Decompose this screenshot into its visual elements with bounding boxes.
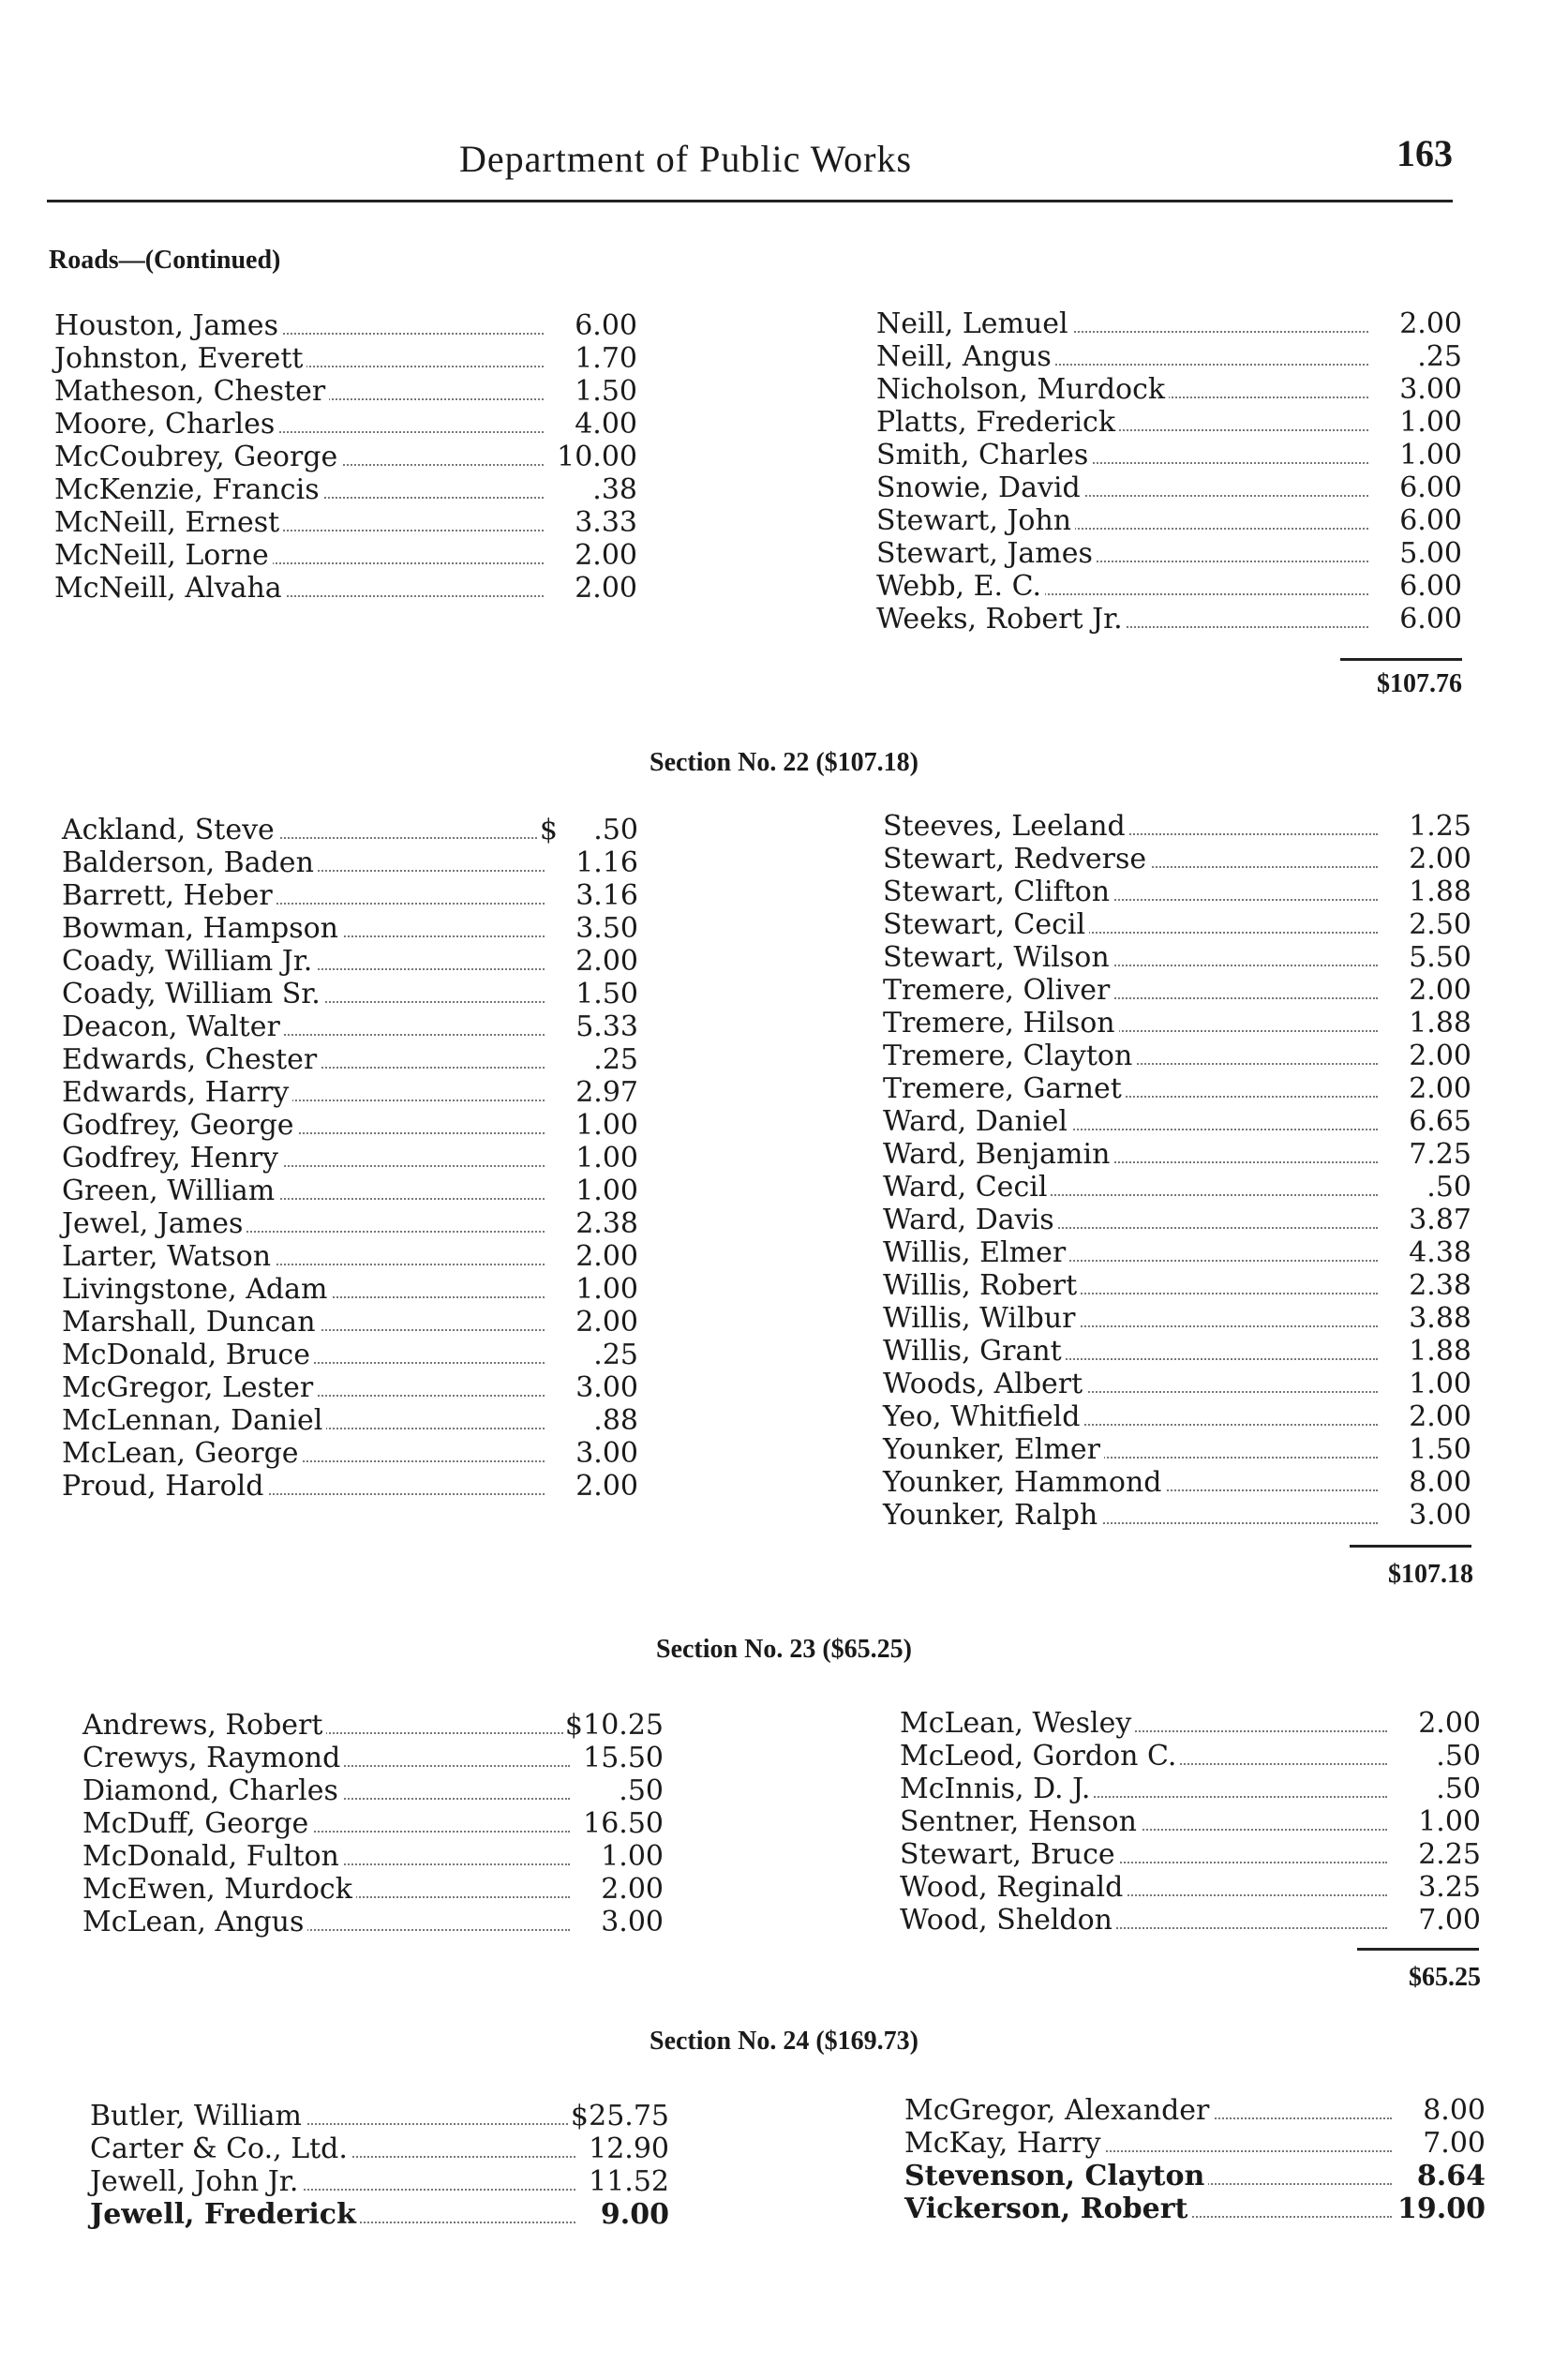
- payment-amount: 2.00: [575, 572, 637, 605]
- payment-amount: 2.00: [575, 1470, 638, 1503]
- payee-name: Deacon, Walter: [62, 1010, 284, 1043]
- payment-amount: 2.00: [1409, 1072, 1471, 1105]
- section-23-total-rule: [1357, 1948, 1479, 1951]
- payment-amount: 2.00: [575, 945, 638, 978]
- payee-name: Stewart, Bruce: [900, 1838, 1119, 1871]
- payee-name: Coady, William Jr.: [62, 945, 316, 978]
- list-item: [900, 1871, 1481, 1904]
- payee-name: McLeod, Gordon C.: [900, 1740, 1180, 1773]
- list-item: [883, 875, 1471, 908]
- list-item: [62, 1175, 638, 1207]
- payee-name: Smith, Charles: [876, 439, 1092, 471]
- list-item: [62, 1207, 638, 1240]
- payee-name: Vickerson, Robert: [904, 2192, 1191, 2225]
- payee-name: Ward, Davis: [883, 1204, 1058, 1236]
- list-item: [900, 1838, 1481, 1871]
- dollar-sign: $: [539, 814, 558, 846]
- payment-amount: 15.50: [583, 1742, 664, 1774]
- section-23-right-column: [900, 1707, 1481, 1937]
- payment-amount: 1.00: [1409, 1368, 1471, 1400]
- payee-name: Platts, Frederick: [876, 406, 1119, 439]
- list-item: [62, 1470, 638, 1503]
- payment-amount: 3.87: [1409, 1204, 1471, 1236]
- payment-amount: 2.97: [575, 1076, 638, 1109]
- list-item: [54, 408, 637, 441]
- payment-amount: 1.16: [575, 846, 638, 879]
- payee-name: McCoubrey, George: [54, 441, 341, 473]
- payment-amount: .50: [1436, 1740, 1481, 1773]
- list-item: [883, 1335, 1471, 1368]
- payee-name: Ackland, Steve: [62, 814, 278, 846]
- payee-name: McNeill, Alvaha: [54, 572, 286, 605]
- payment-amount: .38: [592, 473, 637, 506]
- payee-name: McKenzie, Francis: [54, 473, 323, 506]
- list-item: [62, 1404, 638, 1437]
- payee-name: Moore, Charles: [54, 408, 278, 441]
- payee-name: Balderson, Baden: [62, 846, 318, 879]
- payee-name: Wood, Reginald: [900, 1871, 1127, 1904]
- list-item: [883, 843, 1471, 875]
- payee-name: Steeves, Leeland: [883, 810, 1129, 843]
- payment-amount: 2.00: [1409, 843, 1471, 875]
- payment-amount: 5.33: [575, 1010, 638, 1043]
- payee-name: Snowie, David: [876, 471, 1084, 504]
- payment-amount: 10.25: [583, 1709, 664, 1742]
- payment-amount: .50: [593, 814, 638, 846]
- section-23-left-column: [82, 1709, 664, 1938]
- payee-name: Wood, Sheldon: [900, 1904, 1116, 1937]
- payment-amount: 2.00: [1409, 974, 1471, 1007]
- payment-amount: 2.00: [575, 1306, 638, 1339]
- section-24-left-column: [90, 2100, 669, 2231]
- list-item: [54, 539, 637, 572]
- payment-amount: 3.25: [1418, 1871, 1481, 1904]
- header-rule: [47, 200, 1453, 202]
- payee-name: Livingstone, Adam: [62, 1273, 331, 1306]
- payment-amount: 1.50: [575, 978, 638, 1010]
- payment-amount: 5.50: [1409, 941, 1471, 974]
- payment-amount: 3.33: [575, 506, 637, 539]
- list-item: [883, 1269, 1471, 1302]
- payee-name: Ward, Cecil: [883, 1171, 1051, 1204]
- section-22-left-column: [62, 814, 638, 1503]
- payee-name: Barrett, Heber: [62, 879, 276, 912]
- list-item: [62, 945, 638, 978]
- list-item: [900, 1904, 1481, 1937]
- payment-amount: .50: [619, 1774, 664, 1807]
- block1-left-column: [54, 309, 637, 605]
- payment-amount: 2.00: [1418, 1707, 1481, 1740]
- list-item: [883, 1138, 1471, 1171]
- payment-amount: 3.00: [575, 1371, 638, 1404]
- list-item: [54, 441, 637, 473]
- payment-amount: 1.50: [575, 375, 637, 408]
- payee-name: Diamond, Charles: [82, 1774, 342, 1807]
- list-item: [62, 1339, 638, 1371]
- list-item: [876, 373, 1462, 406]
- list-item: [62, 1043, 638, 1076]
- section-22-total-rule: [1350, 1545, 1471, 1548]
- payee-name: Jewell, John Jr.: [90, 2165, 302, 2198]
- list-item: [883, 1368, 1471, 1400]
- payment-amount: 2.38: [1409, 1269, 1471, 1302]
- payment-amount: .50: [1436, 1773, 1481, 1805]
- dollar-sign: $: [570, 2100, 589, 2132]
- list-item: [883, 1236, 1471, 1269]
- payee-name: McInnis, D. J.: [900, 1773, 1094, 1805]
- list-item: [54, 506, 637, 539]
- section-22-right-column: [883, 810, 1471, 1532]
- payment-amount: 8.64: [1416, 2160, 1486, 2192]
- payee-name: Stevenson, Clayton: [904, 2160, 1208, 2192]
- list-item: [876, 603, 1462, 636]
- payee-name: Willis, Robert: [883, 1269, 1081, 1302]
- payment-amount: 2.00: [1409, 1400, 1471, 1433]
- list-item: [883, 1007, 1471, 1040]
- list-item: [900, 1707, 1481, 1740]
- payment-amount: 19.00: [1397, 2192, 1486, 2225]
- payee-name: Ward, Benjamin: [883, 1138, 1113, 1171]
- list-item: [54, 572, 637, 605]
- payee-name: Jewel, James: [62, 1207, 246, 1240]
- payment-amount: 1.88: [1409, 1335, 1471, 1368]
- payee-name: Younker, Ralph: [883, 1499, 1101, 1532]
- page-header: [47, 131, 1453, 197]
- payee-name: Younker, Hammond: [883, 1466, 1165, 1499]
- payment-amount: 25.75: [589, 2100, 669, 2132]
- payment-amount: 3.88: [1409, 1302, 1471, 1335]
- payment-amount: 3.00: [575, 1437, 638, 1470]
- payee-name: Willis, Wilbur: [883, 1302, 1080, 1335]
- payment-amount: 1.00: [1418, 1805, 1481, 1838]
- roads-continued-heading: Roads—(Continued): [49, 246, 281, 275]
- list-item: [904, 2094, 1486, 2127]
- list-item: [82, 1807, 664, 1840]
- list-item: [900, 1740, 1481, 1773]
- payment-amount: 7.00: [1423, 2127, 1486, 2160]
- list-item: [883, 1171, 1471, 1204]
- payee-name: Bowman, Hampson: [62, 912, 342, 945]
- payee-name: Sentner, Henson: [900, 1805, 1141, 1838]
- list-item: [62, 814, 638, 846]
- payee-name: McLean, Angus: [82, 1906, 307, 1938]
- payment-amount: .88: [593, 1404, 638, 1437]
- list-item: [54, 375, 637, 408]
- list-item: [876, 439, 1462, 471]
- payment-amount: 1.00: [575, 1175, 638, 1207]
- payee-name: Marshall, Duncan: [62, 1306, 320, 1339]
- list-item: [904, 2192, 1486, 2225]
- list-item: [62, 1437, 638, 1470]
- payment-amount: 2.00: [1399, 307, 1462, 340]
- payee-name: Stewart, James: [876, 537, 1097, 570]
- list-item: [82, 1774, 664, 1807]
- payment-amount: 1.00: [1399, 439, 1462, 471]
- list-item: [82, 1709, 664, 1742]
- list-item: [62, 1306, 638, 1339]
- list-item: [883, 810, 1471, 843]
- list-item: [90, 2198, 669, 2231]
- payment-amount: 6.00: [1399, 471, 1462, 504]
- payment-amount: 8.00: [1409, 1466, 1471, 1499]
- payment-amount: 2.00: [1409, 1040, 1471, 1072]
- payment-amount: 6.00: [1399, 603, 1462, 636]
- payee-name: McKay, Harry: [904, 2127, 1105, 2160]
- list-item: [900, 1773, 1481, 1805]
- list-item: [876, 307, 1462, 340]
- payment-amount: 1.00: [1399, 406, 1462, 439]
- payee-name: Matheson, Chester: [54, 375, 329, 408]
- list-item: [62, 879, 638, 912]
- list-item: [54, 473, 637, 506]
- payee-name: McLean, George: [62, 1437, 303, 1470]
- payment-amount: 3.16: [575, 879, 638, 912]
- payee-name: Edwards, Chester: [62, 1043, 321, 1076]
- list-item: [883, 1040, 1471, 1072]
- block1-total-rule: [1340, 658, 1462, 661]
- section-23-total: $65.25: [1409, 1963, 1481, 1992]
- payment-amount: 4.00: [575, 408, 637, 441]
- section-24-right-column: [904, 2094, 1486, 2225]
- list-item: [62, 912, 638, 945]
- payment-amount: 3.00: [1409, 1499, 1471, 1532]
- payment-amount: 12.90: [589, 2132, 669, 2165]
- payee-name: Yeo, Whitfield: [883, 1400, 1083, 1433]
- payee-name: McGregor, Lester: [62, 1371, 317, 1404]
- payment-amount: 11.52: [589, 2165, 669, 2198]
- list-item: [54, 342, 637, 375]
- list-item: [900, 1805, 1481, 1838]
- payment-amount: .25: [593, 1339, 638, 1371]
- list-item: [876, 471, 1462, 504]
- payee-name: McNeill, Lorne: [54, 539, 273, 572]
- list-item: [876, 406, 1462, 439]
- payee-name: Houston, James: [54, 309, 282, 342]
- list-item: [883, 1433, 1471, 1466]
- list-item: [883, 1400, 1471, 1433]
- payment-amount: 6.00: [1399, 570, 1462, 603]
- list-item: [876, 340, 1462, 373]
- payee-name: Stewart, Cecil: [883, 908, 1089, 941]
- payment-amount: 10.00: [557, 441, 637, 473]
- payee-name: Younker, Elmer: [883, 1433, 1104, 1466]
- list-item: [82, 1873, 664, 1906]
- payee-name: Webb, E. C.: [876, 570, 1045, 603]
- payee-name: Willis, Elmer: [883, 1236, 1069, 1269]
- payee-name: Stewart, John: [876, 504, 1075, 537]
- payment-amount: 2.25: [1418, 1838, 1481, 1871]
- payment-amount: 3.00: [1399, 373, 1462, 406]
- payment-amount: .25: [1417, 340, 1462, 373]
- payee-name: Jewell, Frederick: [90, 2198, 360, 2231]
- payment-amount: 2.38: [575, 1207, 638, 1240]
- payee-name: McDonald, Fulton: [82, 1840, 343, 1873]
- payment-amount: 9.00: [600, 2198, 669, 2231]
- section-24-heading: Section No. 24 ($169.73): [650, 2027, 918, 2056]
- list-item: [54, 309, 637, 342]
- block1-total: $107.76: [1377, 669, 1462, 698]
- payment-amount: 1.00: [575, 1109, 638, 1142]
- payment-amount: 1.00: [601, 1840, 664, 1873]
- payee-name: Larter, Watson: [62, 1240, 275, 1273]
- payee-name: Stewart, Redverse: [883, 843, 1150, 875]
- list-item: [90, 2132, 669, 2165]
- payee-name: Nicholson, Murdock: [876, 373, 1169, 406]
- list-item: [876, 504, 1462, 537]
- payment-amount: 1.25: [1409, 810, 1471, 843]
- dollar-sign: $: [564, 1709, 583, 1742]
- payment-amount: 16.50: [583, 1807, 664, 1840]
- list-item: [883, 1204, 1471, 1236]
- payment-amount: 7.25: [1409, 1138, 1471, 1171]
- payee-name: Carter & Co., Ltd.: [90, 2132, 351, 2165]
- payment-amount: 6.00: [575, 309, 637, 342]
- list-item: [62, 1109, 638, 1142]
- payee-name: Ward, Daniel: [883, 1105, 1071, 1138]
- payee-name: Tremere, Clayton: [883, 1040, 1136, 1072]
- payment-amount: 2.00: [575, 1240, 638, 1273]
- list-item: [62, 1273, 638, 1306]
- payee-name: Coady, William Sr.: [62, 978, 324, 1010]
- payee-name: Tremere, Hilson: [883, 1007, 1119, 1040]
- list-item: [876, 570, 1462, 603]
- list-item: [82, 1840, 664, 1873]
- payee-name: Stewart, Clifton: [883, 875, 1113, 908]
- payee-name: Edwards, Harry: [62, 1076, 292, 1109]
- section-22-total: $107.18: [1388, 1560, 1473, 1589]
- list-item: [62, 1010, 638, 1043]
- payment-amount: 1.50: [1409, 1433, 1471, 1466]
- payee-name: Stewart, Wilson: [883, 941, 1113, 974]
- list-item: [62, 846, 638, 879]
- payee-name: McNeill, Ernest: [54, 506, 283, 539]
- list-item: [904, 2127, 1486, 2160]
- payment-amount: 2.00: [575, 539, 637, 572]
- payment-amount: 2.50: [1409, 908, 1471, 941]
- list-item: [883, 1105, 1471, 1138]
- list-item: [883, 908, 1471, 941]
- payee-name: Tremere, Garnet: [883, 1072, 1126, 1105]
- payment-amount: 4.38: [1409, 1236, 1471, 1269]
- payee-name: Godfrey, George: [62, 1109, 298, 1142]
- payment-amount: 1.00: [575, 1142, 638, 1175]
- payment-amount: 1.70: [575, 342, 637, 375]
- payee-name: Butler, William: [90, 2100, 306, 2132]
- payment-amount: 2.00: [601, 1873, 664, 1906]
- payee-name: Godfrey, Henry: [62, 1142, 282, 1175]
- payment-amount: 1.88: [1409, 875, 1471, 908]
- block1-right-column: [876, 307, 1462, 636]
- payment-amount: 5.00: [1399, 537, 1462, 570]
- payee-name: McDonald, Bruce: [62, 1339, 314, 1371]
- payee-name: Weeks, Robert Jr.: [876, 603, 1127, 636]
- list-item: [883, 974, 1471, 1007]
- payee-name: McLennan, Daniel: [62, 1404, 326, 1437]
- list-item: [62, 1371, 638, 1404]
- payment-amount: 3.50: [575, 912, 638, 945]
- payment-amount: 3.00: [601, 1906, 664, 1938]
- payee-name: Willis, Grant: [883, 1335, 1066, 1368]
- list-item: [62, 1240, 638, 1273]
- payee-name: Proud, Harold: [62, 1470, 267, 1503]
- payee-name: Crewys, Raymond: [82, 1742, 344, 1774]
- payee-name: McDuff, George: [82, 1807, 312, 1840]
- list-item: [90, 2165, 669, 2198]
- list-item: [883, 1466, 1471, 1499]
- payment-amount: 6.00: [1399, 504, 1462, 537]
- list-item: [883, 1072, 1471, 1105]
- payee-name: Woods, Albert: [883, 1368, 1086, 1400]
- payee-name: McGregor, Alexander: [904, 2094, 1213, 2127]
- payment-amount: .25: [593, 1043, 638, 1076]
- payment-amount: 8.00: [1423, 2094, 1486, 2127]
- payment-amount: 1.00: [575, 1273, 638, 1306]
- payment-amount: 1.88: [1409, 1007, 1471, 1040]
- list-item: [62, 978, 638, 1010]
- list-item: [90, 2100, 669, 2132]
- payee-name: Neill, Angus: [876, 340, 1055, 373]
- section-23-heading: Section No. 23 ($65.25): [656, 1635, 912, 1664]
- list-item: [82, 1906, 664, 1938]
- payee-name: McLean, Wesley: [900, 1707, 1135, 1740]
- list-item: [62, 1076, 638, 1109]
- list-item: [904, 2160, 1486, 2192]
- page-title: Department of Public Works: [459, 138, 913, 180]
- payee-name: Tremere, Oliver: [883, 974, 1113, 1007]
- list-item: [62, 1142, 638, 1175]
- list-item: [883, 1302, 1471, 1335]
- payment-amount: 7.00: [1418, 1904, 1481, 1937]
- payee-name: Andrews, Robert: [82, 1709, 326, 1742]
- payee-name: Johnston, Everett: [54, 342, 306, 375]
- list-item: [883, 1499, 1471, 1532]
- list-item: [876, 537, 1462, 570]
- page-number: 163: [1396, 132, 1453, 174]
- payee-name: Green, William: [62, 1175, 278, 1207]
- payment-amount: 6.65: [1409, 1105, 1471, 1138]
- section-22-heading: Section No. 22 ($107.18): [650, 748, 918, 777]
- list-item: [883, 941, 1471, 974]
- payment-amount: .50: [1426, 1171, 1471, 1204]
- payee-name: McEwen, Murdock: [82, 1873, 356, 1906]
- list-item: [82, 1742, 664, 1774]
- payee-name: Neill, Lemuel: [876, 307, 1072, 340]
